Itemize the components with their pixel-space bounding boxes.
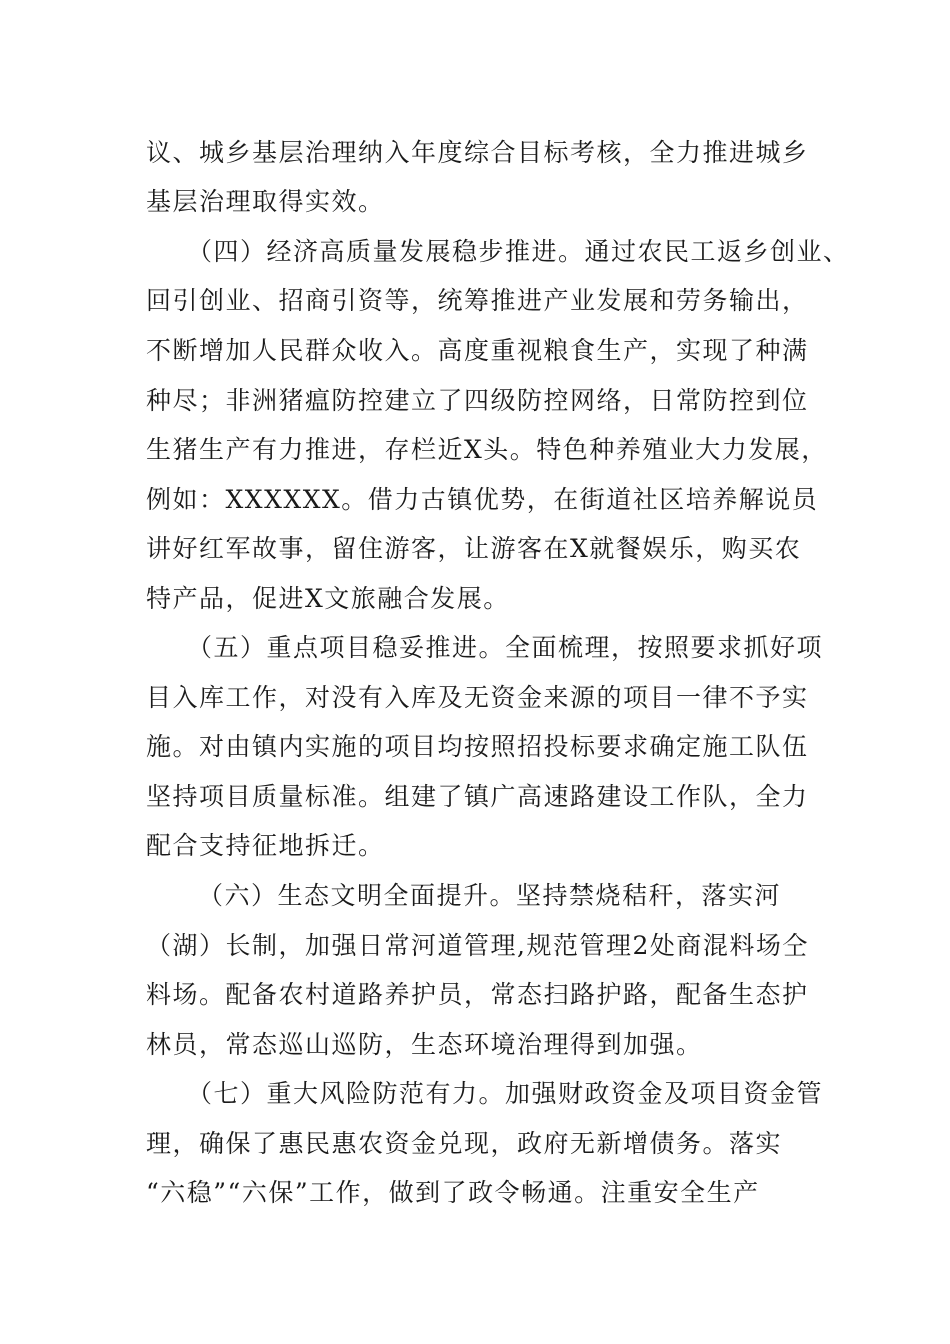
text-line: 目入库工作，对没有入库及无资金来源的项目一律不予实 <box>146 683 809 712</box>
text-line: 坚持项目质量标准。组建了镇广高速路建设工作队，全力 <box>146 782 809 811</box>
text-line: 不断增加人民群众收入。高度重视粮食生产，实现了种满 <box>146 336 809 365</box>
paragraph-heading-line: （四）经济高质量发展稳步推进。通过农民工返乡创业、 <box>187 237 850 266</box>
text-line: 基层治理取得实效。 <box>146 187 385 216</box>
paragraph-heading-line: （六）生态文明全面提升。坚持禁烧秸秆，落实河 <box>198 881 782 910</box>
text-line: 特产品，促进X文旅融合发展。 <box>146 584 510 613</box>
paragraph-heading-line: （五）重点项目稳妥推进。全面梳理，按照要求抓好项 <box>187 633 824 662</box>
text-line: 例如：XXXXXX。借力古镇优势，在街道社区培养解说员 <box>146 485 819 514</box>
text-line: 议、城乡基层治理纳入年度综合目标考核，全力推进城乡 <box>146 138 809 167</box>
paragraph-heading-line: （七）重大风险防范有力。加强财政资金及项目资金管 <box>187 1079 824 1108</box>
text-line: 讲好红军故事，留住游客，让游客在X就餐娱乐，购买农 <box>146 534 802 563</box>
text-line: 理，确保了惠民惠农资金兑现，政府无新增债务。落实 <box>146 1129 783 1158</box>
text-line: 生猪生产有力推进，存栏近X头。特色种养殖业大力发展， <box>146 435 828 464</box>
text-line: 料场。配备农村道路养护员，常态扫路护路，配备生态护 <box>146 980 809 1009</box>
text-line: 施。对由镇内实施的项目均按照招投标要求确定施工队伍 <box>146 732 809 761</box>
text-line: 配合支持征地拆迁。 <box>146 831 385 860</box>
text-line: 回引创业、招商引资等，统筹推进产业发展和劳务输出， <box>146 286 809 315</box>
text-line: （湖）长制，加强日常河道管理,规范管理2处商混料场仝 <box>146 931 809 960</box>
text-line: “六稳”“六保”工作，做到了政令畅通。注重安全生产 <box>146 1178 760 1207</box>
text-line: 种尽；非洲猪瘟防控建立了四级防控网络，日常防控到位 <box>146 386 809 415</box>
text-line: 林员，常态巡山巡防，生态环境治理得到加强。 <box>146 1030 703 1059</box>
